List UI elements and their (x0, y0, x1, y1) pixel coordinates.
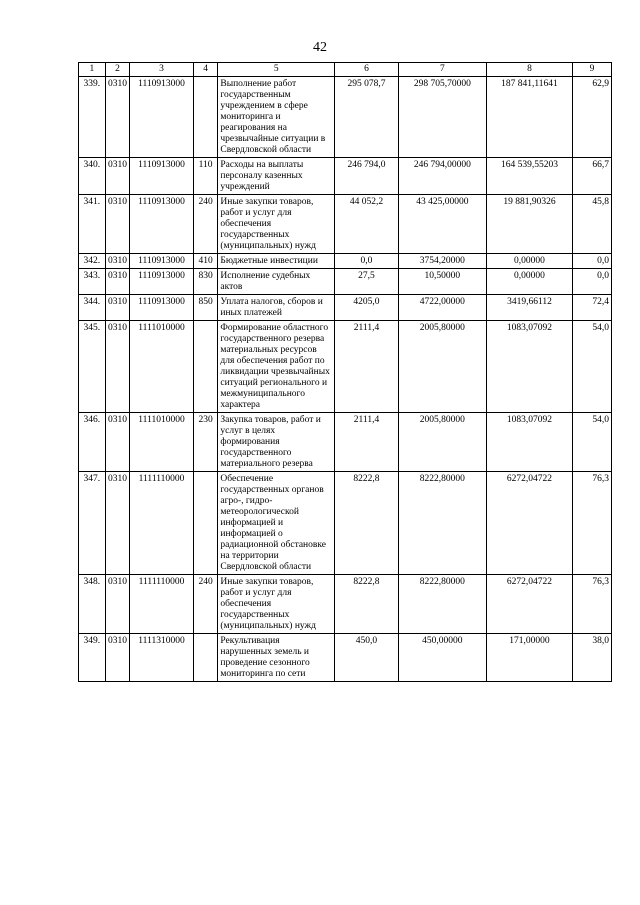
planned-amount-cell: 246 794,00000 (398, 158, 486, 195)
expense-type-cell (193, 472, 218, 575)
approved-amount-cell: 44 052,2 (335, 195, 399, 254)
executed-amount-cell: 6272,04722 (486, 472, 572, 575)
target-code-cell: 1111010000 (130, 321, 194, 413)
section-code-cell: 0310 (105, 575, 130, 634)
row-number-cell: 346. (79, 413, 106, 472)
section-code-cell: 0310 (105, 195, 130, 254)
row-number-cell: 342. (79, 254, 106, 269)
execution-percent-cell: 76,3 (573, 472, 612, 575)
section-code-cell: 0310 (105, 321, 130, 413)
section-code-cell: 0310 (105, 158, 130, 195)
table-row (79, 575, 612, 634)
planned-amount-cell: 298 705,70000 (398, 77, 486, 158)
expense-type-cell: 230 (193, 413, 218, 472)
col-header-7: 7 (398, 63, 486, 77)
section-code-cell: 0310 (105, 295, 130, 321)
table-row (79, 634, 612, 682)
executed-amount-cell: 3419,66112 (486, 295, 572, 321)
col-header-1: 1 (79, 63, 106, 77)
expense-type-cell: 410 (193, 254, 218, 269)
row-number-cell: 339. (79, 77, 106, 158)
target-code-cell: 1111310000 (130, 634, 194, 682)
expense-type-cell: 850 (193, 295, 218, 321)
section-code-cell: 0310 (105, 472, 130, 575)
approved-amount-cell: 0,0 (335, 254, 399, 269)
item-name-cell: Иные закупки товаров, работ и услуг для обеспечения государственных (муниципальных) нужд (218, 195, 335, 254)
col-header-6: 6 (335, 63, 399, 77)
header-row (79, 63, 612, 77)
table-row (79, 77, 612, 158)
item-name-cell: Выполнение работ государственным учреждением в сфере мониторинга и реагирования на чрезвычайные ситуации в Свердловской области (218, 77, 335, 158)
planned-amount-cell: 2005,80000 (398, 413, 486, 472)
planned-amount-cell: 4722,00000 (398, 295, 486, 321)
item-name-cell: Расходы на выплаты персоналу казенных учреждений (218, 158, 335, 195)
target-code-cell: 1110913000 (130, 269, 194, 295)
target-code-cell: 1110913000 (130, 158, 194, 195)
planned-amount-cell: 10,50000 (398, 269, 486, 295)
approved-amount-cell: 4205,0 (335, 295, 399, 321)
execution-percent-cell: 54,0 (573, 321, 612, 413)
execution-percent-cell: 54,0 (573, 413, 612, 472)
target-code-cell: 1111110000 (130, 575, 194, 634)
planned-amount-cell: 3754,20000 (398, 254, 486, 269)
table-row (79, 269, 612, 295)
approved-amount-cell: 2111,4 (335, 413, 399, 472)
table-row (79, 254, 612, 269)
planned-amount-cell: 2005,80000 (398, 321, 486, 413)
executed-amount-cell: 1083,07092 (486, 321, 572, 413)
approved-amount-cell: 246 794,0 (335, 158, 399, 195)
executed-amount-cell: 6272,04722 (486, 575, 572, 634)
page-number: 42 (313, 40, 327, 55)
section-code-cell: 0310 (105, 269, 130, 295)
item-name-cell: Бюджетные инвестиции (218, 254, 335, 269)
col-header-8: 8 (486, 63, 572, 77)
row-number-cell: 343. (79, 269, 106, 295)
table-row (79, 158, 612, 195)
approved-amount-cell: 2111,4 (335, 321, 399, 413)
row-number-cell: 349. (79, 634, 106, 682)
execution-percent-cell: 0,0 (573, 269, 612, 295)
section-code-cell: 0310 (105, 634, 130, 682)
expense-type-cell: 110 (193, 158, 218, 195)
planned-amount-cell: 450,00000 (398, 634, 486, 682)
row-number-cell: 345. (79, 321, 106, 413)
execution-percent-cell: 62,9 (573, 77, 612, 158)
expense-type-cell: 240 (193, 195, 218, 254)
execution-percent-cell: 76,3 (573, 575, 612, 634)
approved-amount-cell: 8222,8 (335, 575, 399, 634)
expense-type-cell: 240 (193, 575, 218, 634)
item-name-cell: Формирование областного государственного резерва материальных ресурсов для обеспечения работ по ликвидации чрезвычайных ситуаций регионального и межмуниципального характера (218, 321, 335, 413)
table-row (79, 472, 612, 575)
item-name-cell: Иные закупки товаров, работ и услуг для обеспечения государственных (муниципальных) нужд (218, 575, 335, 634)
row-number-cell: 340. (79, 158, 106, 195)
item-name-cell: Рекультивация нарушенных земель и проведение сезонного мониторинга по сети (218, 634, 335, 682)
planned-amount-cell: 8222,80000 (398, 472, 486, 575)
item-name-cell: Уплата налогов, сборов и иных платежей (218, 295, 335, 321)
section-code-cell: 0310 (105, 77, 130, 158)
executed-amount-cell: 19 881,90326 (486, 195, 572, 254)
expense-type-cell (193, 634, 218, 682)
executed-amount-cell: 1083,07092 (486, 413, 572, 472)
approved-amount-cell: 450,0 (335, 634, 399, 682)
row-number-cell: 347. (79, 472, 106, 575)
budget-table (78, 62, 612, 682)
table-row (79, 295, 612, 321)
execution-percent-cell: 66,7 (573, 158, 612, 195)
item-name-cell: Закупка товаров, работ и услуг в целях формирования государственного материального резерва (218, 413, 335, 472)
target-code-cell: 1110913000 (130, 77, 194, 158)
row-number-cell: 341. (79, 195, 106, 254)
expense-type-cell: 830 (193, 269, 218, 295)
approved-amount-cell: 27,5 (335, 269, 399, 295)
row-number-cell: 344. (79, 295, 106, 321)
row-number-cell: 348. (79, 575, 106, 634)
col-header-5: 5 (218, 63, 335, 77)
execution-percent-cell: 38,0 (573, 634, 612, 682)
target-code-cell: 1111110000 (130, 472, 194, 575)
table-row (79, 195, 612, 254)
approved-amount-cell: 295 078,7 (335, 77, 399, 158)
expense-type-cell (193, 77, 218, 158)
target-code-cell: 1111010000 (130, 413, 194, 472)
executed-amount-cell: 187 841,11641 (486, 77, 572, 158)
section-code-cell: 0310 (105, 413, 130, 472)
col-header-4: 4 (193, 63, 218, 77)
target-code-cell: 1110913000 (130, 295, 194, 321)
execution-percent-cell: 0,0 (573, 254, 612, 269)
planned-amount-cell: 43 425,00000 (398, 195, 486, 254)
col-header-2: 2 (105, 63, 130, 77)
item-name-cell: Обеспечение государственных органов агро-, гидро-метеорологической информацией и информацией о радиационной обстановке на территории Свердловской области (218, 472, 335, 575)
executed-amount-cell: 0,00000 (486, 269, 572, 295)
planned-amount-cell: 8222,80000 (398, 575, 486, 634)
col-header-3: 3 (130, 63, 194, 77)
table-row (79, 413, 612, 472)
table-row (79, 321, 612, 413)
target-code-cell: 1110913000 (130, 254, 194, 269)
executed-amount-cell: 171,00000 (486, 634, 572, 682)
executed-amount-cell: 0,00000 (486, 254, 572, 269)
table-body (79, 77, 612, 682)
section-code-cell: 0310 (105, 254, 130, 269)
expense-type-cell (193, 321, 218, 413)
execution-percent-cell: 72,4 (573, 295, 612, 321)
approved-amount-cell: 8222,8 (335, 472, 399, 575)
execution-percent-cell: 45,8 (573, 195, 612, 254)
col-header-9: 9 (573, 63, 612, 77)
item-name-cell: Исполнение судебных актов (218, 269, 335, 295)
target-code-cell: 1110913000 (130, 195, 194, 254)
executed-amount-cell: 164 539,55203 (486, 158, 572, 195)
